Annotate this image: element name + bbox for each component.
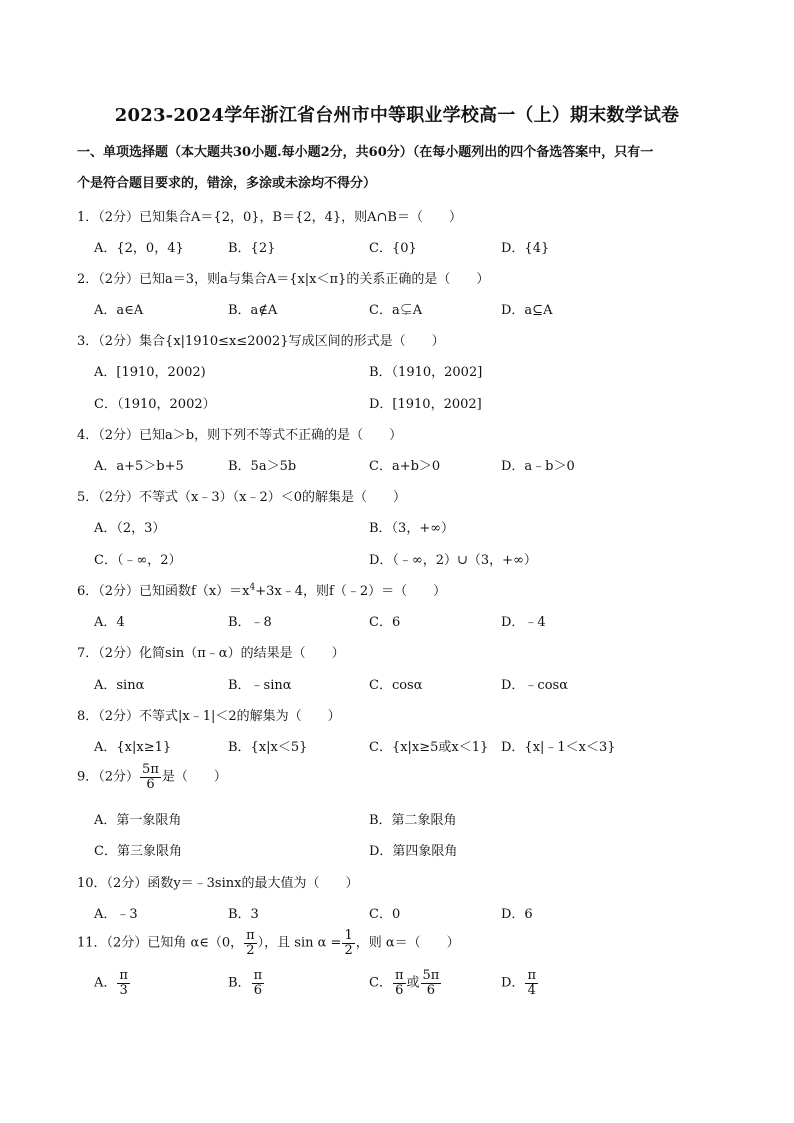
question-4-option-c: C．a+b＞0 [369, 459, 441, 474]
question-9-fraction [140, 763, 161, 791]
question-8-stem: 8．（2分）不等式|x﹣1|＜2的解集为（ ） [77, 709, 341, 724]
question-8-option-b: B．{x|x＜5} [228, 740, 308, 755]
question-9-option-d: D．第四象限角 [369, 844, 458, 859]
question-11-stem-pre: 11．（2分）已知角 α∈（0， [77, 935, 244, 951]
option-fraction [117, 969, 130, 997]
question-6-option-d: D．﹣4 [501, 615, 546, 630]
question-9-fraction-denominator: 6 [146, 776, 155, 792]
option-fraction-2-denominator: 6 [426, 982, 436, 998]
question-6-stem-pre: 6．（2分）已知函数f（x）＝x [77, 584, 250, 599]
option-fraction-2 [421, 969, 442, 997]
question-7-option-d: D．﹣cosα [501, 678, 568, 693]
question-5-option-c: C．（﹣∞，2） [94, 553, 182, 568]
question-6-option-c: C．6 [369, 615, 401, 630]
question-4-stem: 4．（2分）已知a＞b，则下列不等式不正确的是（ ） [77, 428, 403, 443]
option-label: D． [501, 975, 525, 991]
question-10-stem: 10．（2分）函数y＝﹣3sinx的最大值为（ ） [77, 876, 359, 891]
question-11-fraction-2 [342, 929, 354, 957]
question-7-option-c: C．cosα [369, 678, 423, 693]
question-4-option-d: D．a﹣b＞0 [501, 459, 575, 474]
question-10-option-c: C．0 [369, 907, 401, 922]
question-1-option-d: D．{4} [501, 241, 550, 256]
option-label: C． [369, 975, 392, 991]
question-6-exponent: 4 [249, 582, 256, 593]
question-8-option-d: D．{x|﹣1＜x＜3} [501, 740, 616, 755]
question-9-stem-post: 是（ ） [161, 769, 227, 785]
question-11-option-d [501, 969, 539, 997]
question-8-option-a: A．{x|x≥1} [94, 740, 172, 755]
section-heading-line2: 个是符合题目要求的，错涂，多涂或未涂均不得分） [77, 176, 377, 191]
question-9-option-b: B．第二象限角 [369, 813, 457, 828]
question-1-option-b: B．{2} [228, 241, 276, 256]
option-fraction-denominator: 4 [527, 982, 536, 998]
option-label: A． [94, 975, 117, 991]
question-11-option-a [94, 969, 131, 997]
question-2-stem: 2．（2分）已知a＝3，则a与集合A＝{x|x＜π}的关系正确的是（ ） [77, 272, 490, 287]
question-3-option-c: C．（1910，2002） [94, 397, 216, 412]
question-5-stem: 5．（2分）不等式（x﹣3）（x﹣2）＜0的解集是（ ） [77, 490, 407, 505]
question-2-option-d: D．a⊆A [501, 303, 553, 318]
question-11-fraction-2-denominator: 2 [344, 942, 353, 958]
question-1-option-a: A．{2，0，4} [94, 241, 184, 256]
option-joiner: 或 [406, 975, 420, 991]
option-fraction [393, 969, 406, 997]
option-fraction-numerator: π [253, 968, 263, 983]
option-fraction [252, 969, 265, 997]
question-6-stem [77, 580, 446, 599]
question-11-option-b [228, 969, 265, 997]
question-4-option-b: B．5a＞5b [228, 459, 297, 474]
question-7-stem: 7．（2分）化简sin（π﹣α）的结果是（ ） [77, 646, 345, 661]
option-fraction-numerator: π [527, 968, 536, 983]
option-fraction-denominator: 3 [119, 982, 128, 998]
question-5-option-d: D．（﹣∞，2）∪（3，+∞） [369, 553, 537, 568]
question-11-fraction-1-numerator: π [246, 928, 255, 943]
option-fraction-2-numerator: 5π [422, 968, 440, 983]
question-9-stem-pre: 9．（2分） [77, 769, 140, 785]
question-9-stem [77, 763, 227, 791]
question-5-option-b: B．（3，+∞） [369, 521, 455, 536]
question-11-fraction-2-numerator: 1 [344, 928, 353, 943]
option-fraction-numerator: π [119, 968, 128, 983]
question-2-option-b: B．a∉A [228, 303, 278, 318]
option-fraction [525, 969, 538, 997]
question-10-option-a: A．﹣3 [94, 907, 138, 922]
option-fraction-denominator: 6 [395, 982, 404, 998]
option-label: B． [228, 975, 251, 991]
question-9-fraction-numerator: 5π [142, 762, 159, 777]
question-9-option-a: A．第一象限角 [94, 813, 182, 828]
question-3-option-b: B．（1910，2002] [369, 365, 483, 380]
question-11-stem [77, 929, 460, 957]
question-8-option-c: C．{x|x≥5或x＜1} [369, 740, 489, 755]
question-6-stem-post: +3x﹣4，则f（﹣2）＝（ ） [255, 584, 447, 599]
question-11-stem-mid: ），且 sin α = [257, 935, 342, 951]
option-fraction-denominator: 6 [253, 982, 262, 998]
question-7-option-a: A．sinα [94, 678, 145, 693]
question-6-option-b: B．﹣8 [228, 615, 272, 630]
option-fraction-numerator: π [394, 968, 404, 983]
exam-title: 2023-2024学年浙江省台州市中等职业学校高一（上）期末数学试卷 [114, 105, 680, 126]
question-2-option-a: A．a∈A [94, 303, 144, 318]
question-5-option-a: A．（2，3） [94, 521, 166, 536]
question-3-option-d: D．[1910，2002] [369, 397, 482, 412]
question-9-option-c: C．第三象限角 [94, 844, 182, 859]
question-7-option-b: B．﹣sinα [228, 678, 292, 693]
question-11-fraction-1 [244, 929, 257, 957]
section-heading-line1: 一、单项选择题（本大题共30小题.每小题2分，共60分）（在每小题列出的四个备选答案中，只有一 [77, 145, 654, 160]
question-10-option-b: B．3 [228, 907, 259, 922]
question-11-option-c [369, 969, 442, 997]
question-6-option-a: A．4 [94, 615, 125, 630]
question-4-option-a: A．a+5＞b+5 [94, 459, 184, 474]
question-2-option-c: C．a⊊A [369, 303, 423, 318]
question-1-option-c: C．{0} [369, 241, 417, 256]
question-1-stem: 1．（2分）已知集合A＝{2，0}，B＝{2，4}，则A∩B＝（ ） [77, 210, 462, 225]
question-3-stem: 3．（2分）集合{x|1910≤x≤2002}写成区间的形式是（ ） [77, 334, 445, 349]
question-11-stem-post: ，则 α＝（ ） [355, 935, 460, 951]
question-10-option-d: D．6 [501, 907, 533, 922]
question-3-option-a: A．[1910，2002) [94, 365, 206, 380]
question-11-fraction-1-denominator: 2 [246, 942, 255, 958]
